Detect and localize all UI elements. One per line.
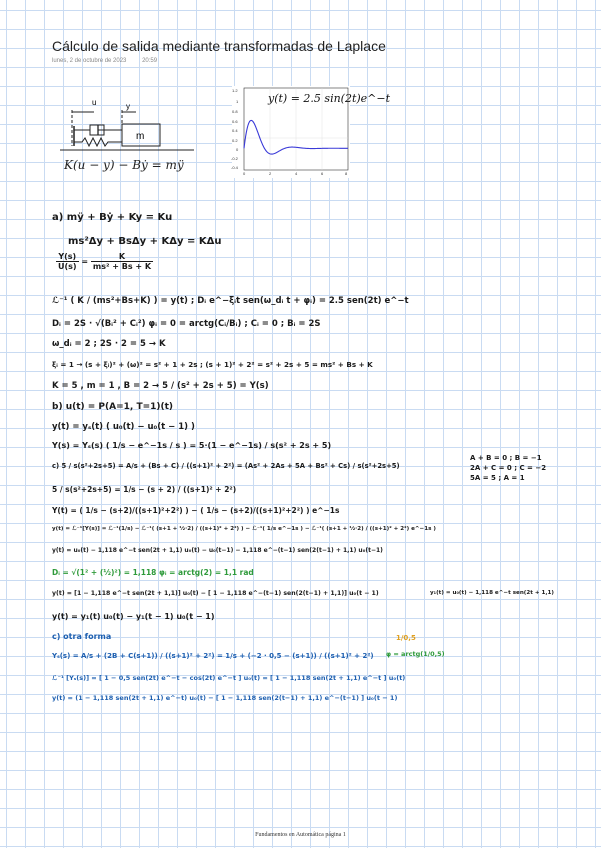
side-note: 5A = 5 ; A = 1 — [470, 474, 525, 482]
fraction-denominator: ms² + Bs + K — [92, 262, 152, 271]
y-tick-label: -0.4 — [231, 165, 238, 170]
note-line: ξᵢ = 1 → (s + ξᵢ)² + (ω)² = s² + 1 + 2s ; (s + 1)² + 2² = s² + 2s + 5 = ms² + Bs + K — [52, 360, 373, 369]
note-line: y(t) = y₁(t) u₀(t) − y₁(t − 1) u₀(t − 1) — [52, 612, 215, 621]
note-line: Dᵢ = 2S · √(Bᵢ² + Cᵢ²) φᵢ = 0 = arctg(Cᵢ/Bᵢ) ; Cᵢ = 0 ; Bᵢ = 2S — [52, 319, 321, 329]
note-line: 5 / s(s²+2s+5) = 1/s − (s + 2) / ((s+1)² + 2²) — [52, 485, 237, 494]
note-line-blue: y(t) = (1 − 1,118 sen(2t + 1,1) e^−t) u₀(t) − [ 1 − 1,118 sen(2(t−1) + 1,1) e^−(t−1) ] u₀(t − 1) — [52, 694, 398, 702]
note-line: y(t) = ℒ⁻¹[Y(s)] = ℒ⁻¹(1/s) − ℒ⁻¹( (s+1 + ½·2) / ((s+1)² + 2²) ) − ℒ⁻¹( 1/s e^−1s ) − ℒ⁻¹( (s+1 + ½·2) / ((s+1)² + 2²) e^−1s ) — [52, 526, 436, 532]
fraction-numerator: K — [91, 252, 153, 262]
note-line-green: Dᵢ = √(1² + (½)²) = 1,118 φᵢ = arctg(2) = 1,1 rad — [52, 568, 254, 577]
side-note-green: φ = arctg(1/0,5) — [386, 650, 445, 658]
note-line: y(t) = [1 − 1,118 e^−t sen(2t + 1,1)] u₀(t) − [ 1 − 1,118 e^−(t−1) sen(2(t−1) + 1,1)] u₀(t − 1) — [52, 590, 379, 597]
response-plot — [231, 86, 391, 178]
x-tick-label: 2 — [269, 171, 272, 176]
x-tick-label: 6 — [321, 171, 324, 176]
note-line-blue: Yₛ(s) = A/s + (2B + C(s+1)) / ((s+1)² + 2²) = 1/s + (−2 · 0,5 − (s+1)) / ((s+1)² + 2²) — [52, 652, 374, 660]
note-line: ms²Δy + BsΔy + KΔy = KΔu — [68, 236, 222, 247]
x-tick-label: 8 — [345, 171, 348, 176]
y-tick-label: 0.6 — [232, 119, 238, 124]
fraction-numerator: Y(s) — [56, 252, 79, 262]
note-line: Y(s) = Yₛ(s) ( 1/s − e^−1s / s ) = 5·(1 − e^−1s) / s(s² + 2s + 5) — [52, 441, 332, 450]
page-date — [52, 58, 157, 64]
note-line-blue: c) otra forma — [52, 632, 112, 641]
label-y: y — [126, 102, 130, 111]
page-footer: Fundamentos en Automática página 1 — [255, 832, 346, 838]
x-tick-label: 4 — [295, 171, 298, 176]
y-tick-label: 1.2 — [232, 88, 238, 93]
system-equation: K(u − y) − Bẏ = mÿ — [64, 158, 184, 172]
note-line: c) 5 / s(s²+2s+5) = A/s + (Bs + C) / ((s+1)² + 2²) = (As² + 2As + 5A + Bs² + Cs) / s(s²+2s+5) — [52, 462, 400, 470]
label-mass: m — [136, 131, 145, 142]
y-tick-label: 0.4 — [232, 128, 238, 133]
note-line: ω_dᵢ = 2 ; 2S · 2 = 5 → K — [52, 339, 166, 349]
note-line: y(t) = yₛ(t) ( u₀(t) − u₀(t − 1) ) — [52, 422, 195, 432]
y-tick-label: 0 — [236, 147, 239, 152]
note-line: a) mÿ + Bẏ + Ky = Ku — [52, 212, 173, 223]
side-note: 2A + C = 0 ; C = −2 — [470, 464, 547, 472]
y-tick-label: 0.2 — [232, 138, 238, 143]
time-text: 20:59 — [142, 58, 158, 64]
side-note-orange: 1/0,5 — [396, 634, 416, 642]
note-line-fraction: $\frac{Y(s)}{U(s)}$ = $\frac{K}{\text{ms² + Bs + K}}$ — [58, 252, 152, 271]
note-line: ℒ⁻¹ ( K / (ms²+Bs+K) ) = y(t) ; Dᵢ e^−ξᵢt sen(ω_dᵢ t + φᵢ) = 2.5 sen(2t) e^−t — [52, 296, 409, 306]
side-note: A + B = 0 ; B = −1 — [470, 454, 542, 462]
fraction-denominator: U(s) — [58, 262, 77, 271]
x-tick-label: 0 — [243, 171, 246, 176]
page-title: Cálculo de salida mediante transformadas de Laplace — [52, 38, 386, 54]
note-line: y(t) = u₀(t) − 1,118 e^−t sen(2t + 1,1) u₀(t) − u₀(t−1) − 1,118 e^−(t−1) sen(2(t−1) + 1,1) u₀(t−1) — [52, 547, 383, 554]
y-tick-label: 0.8 — [232, 109, 238, 114]
plot-equation: y(t) = 2.5 sin(2t)e^−t — [268, 92, 391, 105]
note-line: K = 5 , m = 1 , B = 2 → 5 / (s² + 2s + 5) = Y(s) — [52, 381, 269, 391]
note-line: b) u(t) = P(A=1, T=1)(t) — [52, 402, 174, 412]
y-tick-label: -0.2 — [231, 156, 238, 161]
note-line: Y(t) = ( 1/s − (s+2)/((s+1)²+2²) ) − ( 1/s − (s+2)/((s+1)²+2²) ) e^−1s — [52, 506, 340, 515]
side-note: y₁(t) = u₀(t) − 1,118 e^−t sen(2t + 1,1) — [430, 590, 554, 596]
y-tick-label: 1 — [236, 99, 239, 104]
note-line-blue: ℒ⁻¹ [Yₛ(s)] = [ 1 − 0,5 sen(2t) e^−t − cos(2t) e^−t ] u₀(t) = [ 1 − 1,118 sen(2t + 1,1) e^−t ] u₀(t) — [52, 674, 406, 682]
date-text: lunes, 2 de octubre de 2023 — [52, 58, 127, 64]
label-u: u — [92, 98, 97, 107]
